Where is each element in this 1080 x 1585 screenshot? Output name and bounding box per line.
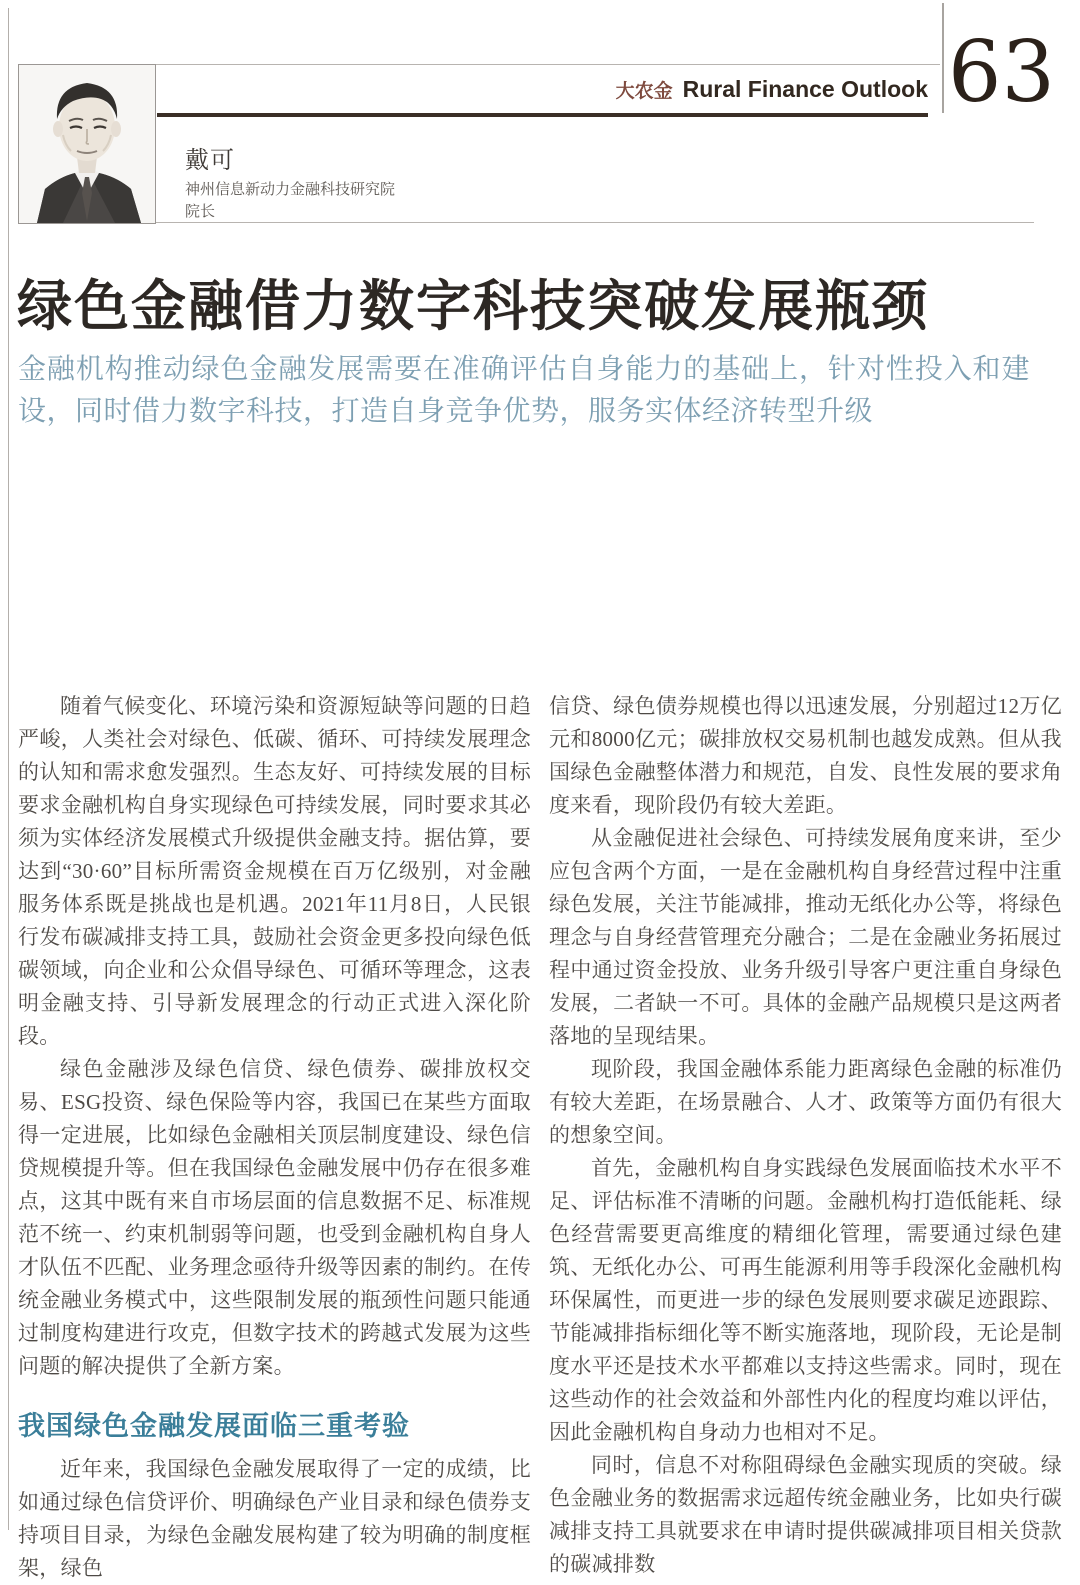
paragraph-continuation: 信贷、绿色债券规模也得以迅速发展，分别超过12万亿元和8000亿元；碳排放权交易机制也越发成熟。但从我国绿色金融整体潜力和规范，自发、良性发展的要求角度来看，现阶段仍有较大差距。 — [549, 694, 1062, 817]
author-role: 院长 — [185, 203, 216, 220]
author-org: 神州信息新动力金融科技研究院 — [185, 181, 396, 198]
section-heading: 我国绿色金融发展面临三重考验 — [18, 1411, 410, 1441]
page-left-border — [8, 8, 9, 1530]
journal-brand-en: Rural Finance Outlook — [682, 76, 928, 102]
paragraph: 现阶段，我国金融体系能力距离绿色金融的标准仍有较大差距，在场景融合、人才、政策等方面仍有很大的想象空间。 — [549, 1057, 1062, 1147]
article-subtitle: 金融机构推动绿色金融发展需要在准确评估自身能力的基础上，针对性投入和建设，同时借力数字科技，打造自身竞争优势，服务实体经济转型升级 — [18, 353, 1030, 426]
paragraph: 同时，信息不对称阻碍绿色金融实现质的突破。绿色金融业务的数据需求远超传统金融业务，比如央行碳减排支持工具就要求在申请时提供碳减排项目相关贷款的碳减排数 — [549, 1453, 1062, 1576]
body-column-left — [18, 690, 531, 1585]
page-number: 63 — [948, 23, 1055, 121]
header-thick-rule — [157, 113, 928, 117]
paragraph: 随着气候变化、环境污染和资源短缺等问题的日趋严峻，人类社会对绿色、低碳、循环、可持续发展理念的认知和需求愈发强烈。生态友好、可持续发展的目标要求金融机构自身实现绿色可持续发展，同时要求其必须为实体经济发展模式升级提供金融支持。据估算，要达到“30·60”目标所需资金规模在百万亿级别，对金融服务体系既是挑战也是机遇。2021年11月8日，人民银行发布碳减排支持工具，鼓励社会资金更多投向绿色低碳领域，向企业和公众倡导绿色、可循环等理念，这表明金融支持、引导新发展理念的行动正式进入深化阶段。 — [18, 694, 531, 1048]
journal-brand — [0, 76, 928, 103]
paragraph: 首先，金融机构自身实践绿色发展面临技术水平不足、评估标准不清晰的问题。金融机构打造低能耗、绿色经营需要更高维度的精细化管理，需要通过绿色建筑、无纸化办公、可再生能源利用等手段深化金融机构环保属性，而更进一步的绿色发展则要求碳足迹跟踪、节能减排指标细化等不断实施落地，现阶段，无论是制度水平还是技术水平都难以支持这些需求。同时，现在这些动作的社会效益和外部性内化的程度均难以评估，因此金融机构自身动力也相对不足。 — [549, 1156, 1062, 1444]
header-bottom-rule — [18, 222, 1034, 223]
article-title: 绿色金融借力数字科技突破发展瓶颈 — [17, 275, 930, 337]
journal-brand-cn: 大农金 — [615, 81, 673, 102]
page-number-divider — [942, 3, 944, 113]
paragraph: 从金融促进社会绿色、可持续发展角度来讲，至少应包含两个方面，一是在金融机构自身经营过程中注重绿色发展，关注节能减排，推动无纸化办公等，将绿色理念与自身经营管理充分融合；二是在金融业务拓展过程中通过资金投放、业务升级引导客户更注重自身绿色发展，二者缺一不可。具体的金融产品规模只是这两者落地的呈现结果。 — [549, 826, 1062, 1048]
author-name: 戴可 — [185, 147, 235, 174]
body-column-right — [549, 690, 1062, 1581]
header-top-rule — [18, 64, 940, 65]
paragraph: 近年来，我国绿色金融发展取得了一定的成绩，比如通过绿色信贷评价、明确绿色产业目录和绿色债券支持项目目录，为绿色金融发展构建了较为明确的制度框架，绿色 — [18, 1457, 531, 1580]
paragraph: 绿色金融涉及绿色信贷、绿色债券、碳排放权交易、ESG投资、绿色保险等内容，我国已在某些方面取得一定进展，比如绿色金融相关顶层制度建设、绿色信贷规模提升等。但在我国绿色金融发展中仍存在很多难点，这其中既有来自市场层面的信息数据不足、标准规范不统一、约束机制弱等问题，也受到金融机构自身人才队伍不匹配、业务理念亟待升级等因素的制约。在传统金融业务模式中，这些限制发展的瓶颈性问题只能通过制度构建进行攻克，但数字技术的跨越式发展为这些问题的解决提供了全新方案。 — [18, 1057, 531, 1378]
